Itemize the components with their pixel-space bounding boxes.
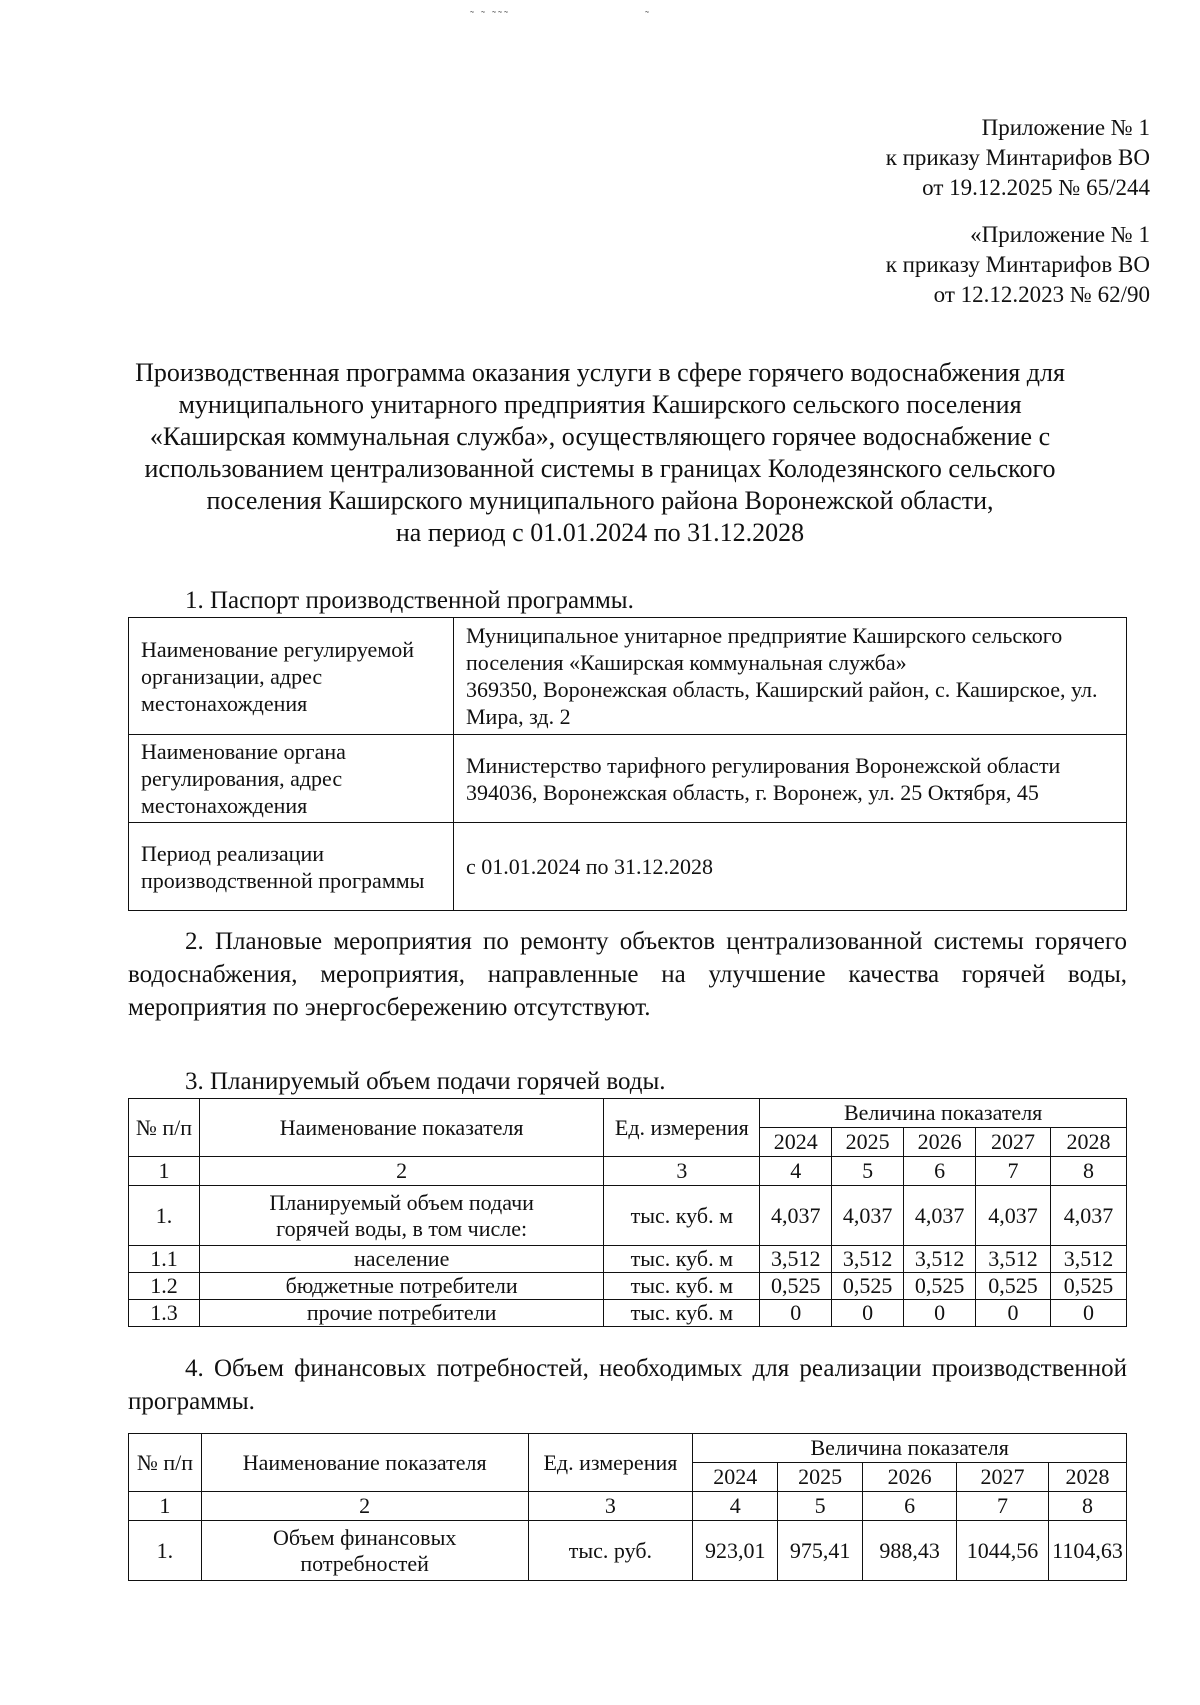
regulator-address: 394036, Воронежская область, г. Воронеж, ул. 25 Октября, 45 <box>466 779 1039 805</box>
organization-address: 369350, Воронежская область, Каширский район, с. Каширское, ул. Мира, зд. 2 <box>466 677 1098 729</box>
financial-needs-table <box>128 1433 1127 1581</box>
index-cell: 5 <box>832 1157 904 1186</box>
passport-row-regulator <box>129 735 1127 823</box>
index-cell: 7 <box>957 1492 1049 1521</box>
appendix-new-line2: к приказу Минтарифов ВО <box>885 145 1150 170</box>
header-num: № п/п <box>129 1434 202 1492</box>
header-value: Величина показателя <box>693 1434 1127 1463</box>
index-cell: 4 <box>760 1157 832 1186</box>
header-year: 2025 <box>778 1463 863 1492</box>
row-num: 1. <box>129 1521 202 1581</box>
passport-table <box>128 617 1127 911</box>
row-value: 1104,63 <box>1048 1521 1126 1581</box>
row-unit: тыс. руб. <box>528 1521 693 1581</box>
row-name: бюджетные потребители <box>199 1273 604 1300</box>
passport-label-organization: Наименование регулируемой организации, адрес местонахождения <box>129 618 454 735</box>
appendix-old-line1: «Приложение № 1 <box>970 222 1150 247</box>
row-value: 3,512 <box>760 1246 832 1273</box>
row-num: 1.1 <box>129 1246 200 1273</box>
table-row <box>129 1300 1127 1327</box>
section3-heading: 3. Планируемый объем подачи горячей воды. <box>185 1068 666 1095</box>
header-year: 2025 <box>832 1128 904 1157</box>
table-index-row <box>129 1157 1127 1186</box>
index-cell: 2 <box>201 1492 528 1521</box>
row-value: 4,037 <box>976 1186 1051 1246</box>
row-value: 0,525 <box>976 1273 1051 1300</box>
row-value: 0,525 <box>1051 1273 1127 1300</box>
header-year: 2028 <box>1051 1128 1127 1157</box>
row-num: 1. <box>129 1186 200 1246</box>
header-year: 2027 <box>976 1128 1051 1157</box>
row-value: 1044,56 <box>957 1521 1049 1581</box>
table-row <box>129 1273 1127 1300</box>
appendix-old-line3: от 12.12.2023 № 62/90 <box>933 282 1150 307</box>
title-line1: Производственная программа оказания услуги в сфере горячего водоснабжения для <box>135 358 1065 387</box>
header-year: 2028 <box>1048 1463 1126 1492</box>
row-value: 3,512 <box>904 1246 976 1273</box>
appendix-old-block <box>886 220 1150 310</box>
index-cell: 3 <box>604 1157 760 1186</box>
title-line3: «Каширская коммунальная служба», осуществляющего горячее водоснабжение с <box>149 422 1051 451</box>
table-row <box>129 1521 1127 1581</box>
row-value: 0 <box>1051 1300 1127 1327</box>
header-name: Наименование показателя <box>199 1099 604 1157</box>
index-cell: 3 <box>528 1492 693 1521</box>
header-unit: Ед. измерения <box>604 1099 760 1157</box>
passport-value-regulator <box>454 735 1127 823</box>
appendix-old-line2: к приказу Минтарифов ВО <box>885 252 1150 277</box>
table-header-row <box>129 1434 1127 1463</box>
index-cell: 8 <box>1048 1492 1126 1521</box>
table-row <box>129 1186 1127 1246</box>
table-header-row <box>129 1099 1127 1128</box>
row-value: 923,01 <box>693 1521 778 1581</box>
row-name: прочие потребители <box>199 1300 604 1327</box>
row-value: 4,037 <box>760 1186 832 1246</box>
index-cell: 6 <box>904 1157 976 1186</box>
row-value: 0,525 <box>760 1273 832 1300</box>
appendix-new-line1: Приложение № 1 <box>981 115 1150 140</box>
section4-heading: 4. Объем финансовых потребностей, необходимых для реализации производственной программы. <box>128 1355 1127 1415</box>
row-value: 4,037 <box>832 1186 904 1246</box>
row-value: 3,512 <box>832 1246 904 1273</box>
title-line6: на период с 01.01.2024 по 31.12.2028 <box>395 518 805 547</box>
row-value: 0 <box>904 1300 976 1327</box>
header-value: Величина показателя <box>760 1099 1127 1128</box>
header-name: Наименование показателя <box>201 1434 528 1492</box>
row-unit: тыс. куб. м <box>604 1246 760 1273</box>
organization-name: Муниципальное унитарное предприятие Каширского сельского поселения «Каширская коммунальная служба» <box>466 623 1063 675</box>
scan-artifact-left: ˜ ˜ ˜˜˜ <box>470 8 510 22</box>
row-name: Планируемый объем подачи горячей воды, в том числе: <box>199 1186 604 1246</box>
row-num: 1.2 <box>129 1273 200 1300</box>
regulator-name: Министерство тарифного регулирования Воронежской области <box>466 752 1061 778</box>
index-cell: 2 <box>199 1157 604 1186</box>
row-value: 0 <box>760 1300 832 1327</box>
row-num: 1.3 <box>129 1300 200 1327</box>
table-row <box>129 1246 1127 1273</box>
row-unit: тыс. куб. м <box>604 1273 760 1300</box>
passport-value-organization <box>454 618 1127 735</box>
title-line2: муниципального унитарного предприятия Каширского сельского поселения <box>178 390 1022 419</box>
index-cell: 4 <box>693 1492 778 1521</box>
header-year: 2024 <box>693 1463 778 1492</box>
row-value: 0 <box>832 1300 904 1327</box>
passport-label-period: Период реализации производственной программы <box>129 823 454 911</box>
table-index-row <box>129 1492 1127 1521</box>
row-value: 988,43 <box>863 1521 957 1581</box>
row-name: население <box>199 1246 604 1273</box>
passport-row-period <box>129 823 1127 911</box>
passport-row-organization <box>129 618 1127 735</box>
appendix-new-line3: от 19.12.2025 № 65/244 <box>922 175 1150 200</box>
passport-label-regulator: Наименование органа регулирования, адрес местонахождения <box>129 735 454 823</box>
section1-heading: 1. Паспорт производственной программы. <box>185 587 634 614</box>
row-value: 3,512 <box>976 1246 1051 1273</box>
row-unit: тыс. куб. м <box>604 1300 760 1327</box>
header-year: 2024 <box>760 1128 832 1157</box>
appendix-new-block <box>886 113 1150 203</box>
index-cell: 1 <box>129 1157 200 1186</box>
header-year: 2026 <box>863 1463 957 1492</box>
hot-water-volume-table <box>128 1098 1127 1327</box>
header-unit: Ед. измерения <box>528 1434 693 1492</box>
row-value: 975,41 <box>778 1521 863 1581</box>
index-cell: 8 <box>1051 1157 1127 1186</box>
index-cell: 6 <box>863 1492 957 1521</box>
row-value: 4,037 <box>904 1186 976 1246</box>
index-cell: 1 <box>129 1492 202 1521</box>
row-unit: тыс. куб. м <box>604 1186 760 1246</box>
row-value: 0,525 <box>904 1273 976 1300</box>
title-line5: поселения Каширского муниципального района Воронежской области, <box>206 486 994 515</box>
header-year: 2026 <box>904 1128 976 1157</box>
title-line4: использованием централизованной системы в границах Колодезянского сельского <box>144 454 1056 483</box>
section2-paragraph: 2. Плановые мероприятия по ремонту объектов централизованной системы горячего водоснабжения, мероприятия, направленные на улучшение качества горячей воды, мероприятия по энергосбережению отсутствуют. <box>128 928 1127 1021</box>
index-cell: 7 <box>976 1157 1051 1186</box>
row-value: 3,512 <box>1051 1246 1127 1273</box>
header-num: № п/п <box>129 1099 200 1157</box>
row-value: 4,037 <box>1051 1186 1127 1246</box>
header-year: 2027 <box>957 1463 1049 1492</box>
row-value: 0 <box>976 1300 1051 1327</box>
document-title <box>110 357 1090 549</box>
row-name: Объем финансовых потребностей <box>201 1521 528 1581</box>
scan-artifact-right: ˜ <box>645 8 651 22</box>
row-value: 0,525 <box>832 1273 904 1300</box>
index-cell: 5 <box>778 1492 863 1521</box>
passport-value-period: с 01.01.2024 по 31.12.2028 <box>454 823 1127 911</box>
